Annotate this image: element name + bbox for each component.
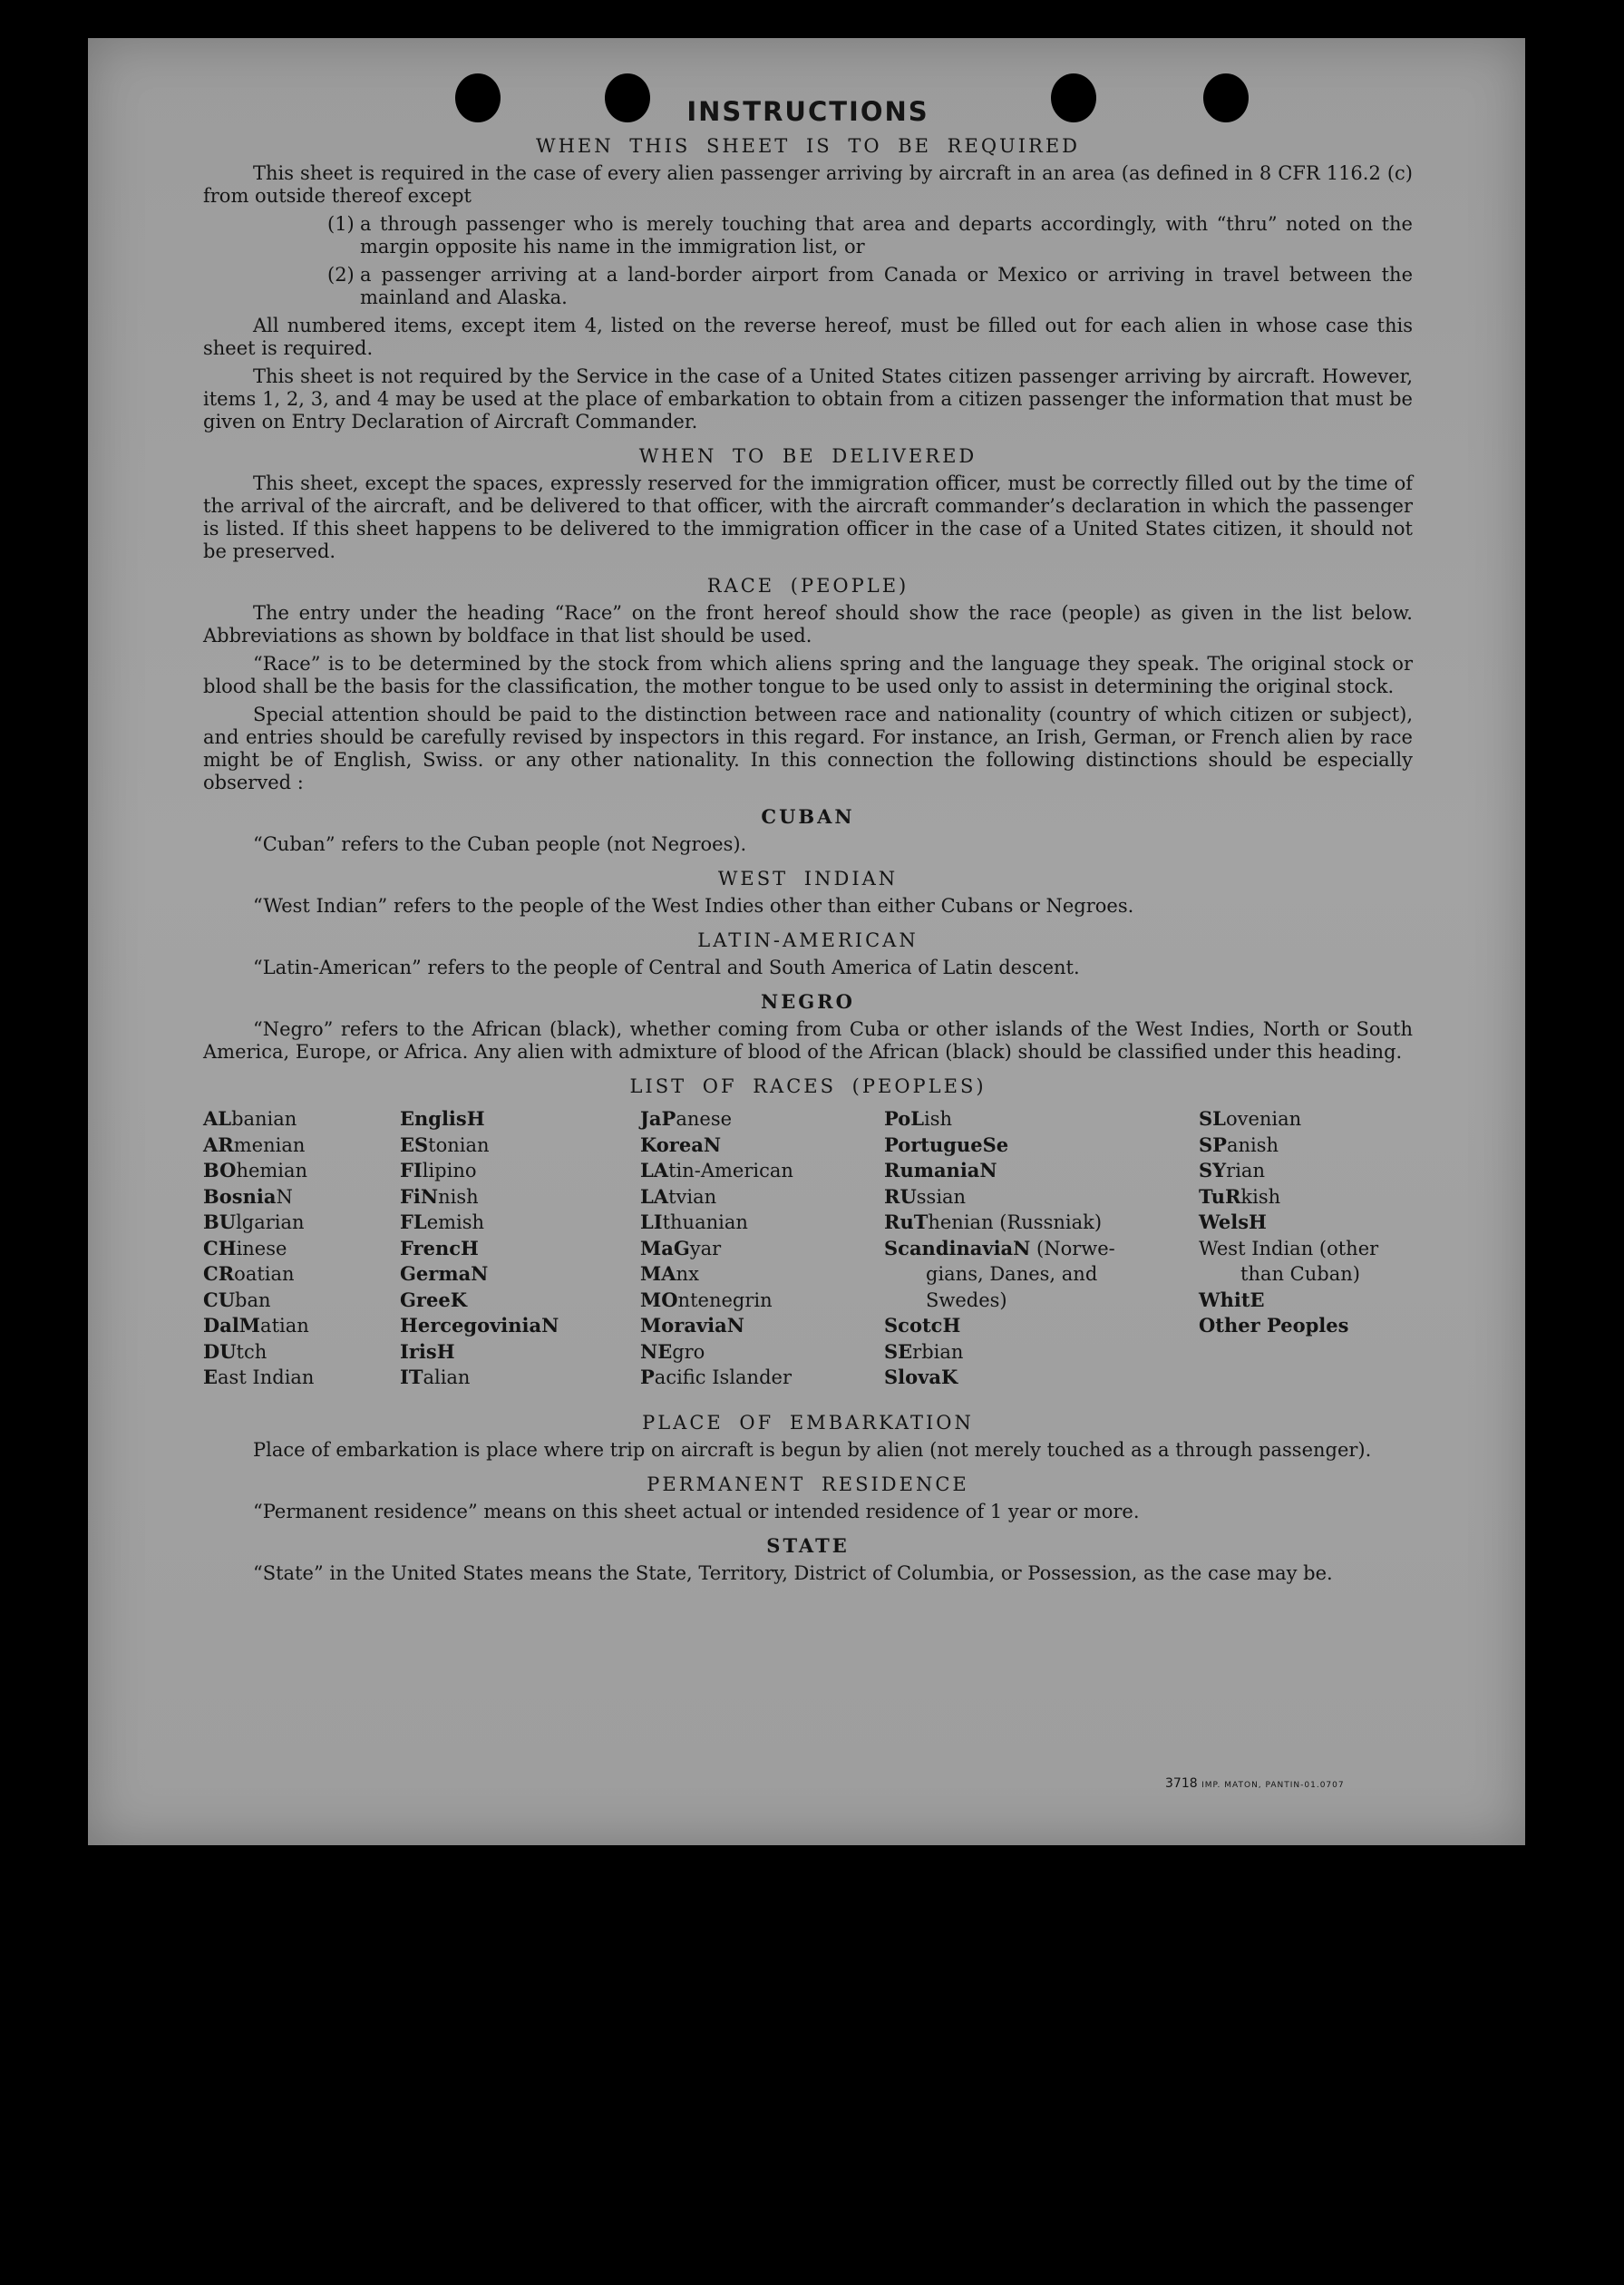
race-entry — [400, 1210, 559, 1236]
race-entry — [640, 1106, 793, 1133]
race-name-rest: acific Islander — [654, 1366, 792, 1388]
race-abbreviation: MaG — [640, 1236, 690, 1259]
race-entry — [400, 1288, 559, 1314]
races-column-2 — [400, 1106, 559, 1391]
race-abbreviation: LA — [640, 1184, 669, 1208]
race-name-rest: henian (Russniak) — [928, 1211, 1103, 1233]
race-abbreviation: CR — [203, 1262, 235, 1285]
race-name-rest: rbian — [912, 1340, 964, 1363]
race-abbreviation: GreeK — [400, 1288, 467, 1311]
paragraph: Special attention should be paid to the distinction between race and nationality (country of which citizen or subject), and entries should be carefully revised by inspectors in this regard. For instance, an Irish, German, or French alien by race might be of English, Swiss. or any other nationality. In this connection the following distinctions should be especially observed : — [203, 704, 1413, 793]
race-name-rest: alian — [423, 1366, 471, 1388]
race-entry — [203, 1158, 314, 1184]
race-entry — [400, 1261, 559, 1288]
race-entry — [640, 1365, 793, 1391]
race-abbreviation: FrencH — [400, 1236, 479, 1259]
race-entry — [884, 1313, 1115, 1339]
race-name-rest: emish — [426, 1211, 485, 1233]
race-abbreviation: JaP — [640, 1107, 676, 1130]
race-abbreviation: ScandinaviaN — [884, 1236, 1031, 1259]
section-heading-delivered: WHEN TO BE DELIVERED — [638, 445, 977, 467]
form-number: 3718 — [1165, 1776, 1198, 1791]
race-entry — [1199, 1106, 1378, 1133]
race-entry — [400, 1313, 559, 1339]
section-heading-cuban: CUBAN — [761, 805, 855, 828]
section-heading-west-indian: WEST INDIAN — [717, 868, 899, 890]
list-item — [203, 264, 1413, 309]
race-abbreviation: ES — [400, 1133, 429, 1156]
race-abbreviation: IT — [400, 1366, 423, 1388]
section-heading-embarkation: PLACE OF EMBARKATION — [642, 1412, 974, 1434]
race-name-rest: tin-American — [668, 1160, 793, 1181]
race-abbreviation: AL — [203, 1107, 232, 1130]
race-name-rest: gro — [672, 1340, 705, 1363]
item-number: (1) — [327, 213, 355, 235]
race-abbreviation: PoL — [884, 1107, 924, 1130]
section-heading-required: WHEN THIS SHEET IS TO BE REQUIRED — [535, 135, 1081, 157]
race-entry — [884, 1288, 1115, 1314]
paragraph: “Cuban” refers to the Cuban people (not Negroes). — [253, 833, 747, 855]
race-entry — [884, 1158, 1115, 1184]
race-abbreviation: FiN — [400, 1184, 439, 1208]
race-entry — [1199, 1184, 1378, 1211]
race-entry — [400, 1184, 559, 1211]
race-abbreviation: DalM — [203, 1314, 261, 1337]
race-name-rest: ish — [924, 1108, 953, 1130]
race-entry — [640, 1261, 793, 1288]
race-name-rest: ast Indian — [218, 1366, 315, 1388]
race-abbreviation: AR — [203, 1133, 234, 1156]
race-abbreviation: PortugueSe — [884, 1133, 1009, 1156]
race-entry — [640, 1184, 793, 1211]
race-abbreviation: RU — [884, 1184, 917, 1208]
race-abbreviation: Other Peoples — [1199, 1314, 1349, 1337]
race-name-rest: ssian — [916, 1185, 967, 1208]
document-content — [203, 94, 1413, 1590]
races-column-3 — [640, 1106, 793, 1391]
race-abbreviation: RuT — [884, 1211, 929, 1233]
race-abbreviation: ScotcH — [884, 1314, 961, 1337]
race-name-rest: ntenegrin — [677, 1288, 773, 1311]
race-abbreviation: NE — [640, 1339, 673, 1363]
section-heading-negro: NEGRO — [761, 990, 855, 1013]
race-abbreviation: SY — [1199, 1159, 1227, 1181]
race-abbreviation: EnglisH — [400, 1107, 485, 1130]
race-abbreviation: MoraviaN — [640, 1314, 744, 1337]
paragraph: “Race” is to be determined by the stock from which aliens spring and the language they speak. The original stock or blood shall be the basis for the classification, the mother tongue to be used only to assist in determining the original stock. — [203, 653, 1413, 697]
document-title: INSTRUCTIONS — [686, 96, 929, 127]
race-entry — [203, 1365, 314, 1391]
race-entry — [640, 1236, 793, 1262]
race-entry — [884, 1210, 1115, 1236]
race-name-rest: yar — [689, 1237, 722, 1259]
races-column-5 — [1199, 1106, 1378, 1339]
race-name-rest: (Norwe- — [1030, 1237, 1115, 1259]
race-name-rest: West Indian (other — [1199, 1237, 1379, 1259]
race-entry — [400, 1365, 559, 1391]
item-text: a passenger arriving at a land-border airport from Canada or Mexico or arriving in travel between the mainland and Alaska. — [360, 264, 1413, 308]
race-abbreviation: HercegoviniaN — [400, 1314, 559, 1337]
paragraph: This sheet, except the spaces, expressly reserved for the immigration officer, must be correctly filled out by the time of the arrival of the aircraft, and be delivered to that officer, with the aircraft commander’s declaration in which the passenger is listed. If this sheet happens to be delivered to the immigration officer in the case of a United States citizen, it should not be preserved. — [203, 472, 1413, 562]
paragraph: This sheet is not required by the Service in the case of a United States citizen passenger arriving by aircraft. However, items 1, 2, 3, and 4 may be used at the place of embarkation to obtain from a citizen passenger the information that must be given on Entry Declaration of Aircraft Commander. — [203, 365, 1413, 433]
race-entry — [203, 1133, 314, 1159]
race-entry — [884, 1184, 1115, 1211]
race-abbreviation: GermaN — [400, 1262, 489, 1285]
race-entry — [203, 1236, 314, 1262]
race-name-rest: rian — [1226, 1160, 1265, 1181]
race-entry — [884, 1261, 1115, 1288]
race-entry — [640, 1288, 793, 1314]
race-entry — [400, 1158, 559, 1184]
race-abbreviation: DU — [203, 1339, 237, 1363]
race-abbreviation: SL — [1199, 1107, 1226, 1130]
paragraph: “Latin-American” refers to the people of Central and South America of Latin descent. — [253, 957, 1080, 978]
race-name-rest: ban — [235, 1288, 271, 1311]
race-abbreviation: FL — [400, 1211, 427, 1233]
race-abbreviation: CH — [203, 1236, 237, 1259]
race-name-rest: banian — [231, 1108, 297, 1130]
race-entry — [1199, 1288, 1378, 1314]
race-name-rest: ovenian — [1225, 1108, 1302, 1130]
section-heading-list-of-races: LIST OF RACES (PEOPLES) — [629, 1075, 987, 1097]
race-entry — [1199, 1133, 1378, 1159]
paragraph: This sheet is required in the case of every alien passenger arriving by aircraft in an area (as defined in 8 CFR 116.2 (c) from outside thereof except — [203, 162, 1413, 207]
race-abbreviation: BO — [203, 1159, 237, 1181]
race-abbreviation: MO — [640, 1288, 678, 1311]
paragraph: Place of embarkation is place where trip on aircraft is begun by alien (not merely touched as a through passenger). — [253, 1439, 1372, 1461]
section-heading-state: STATE — [766, 1534, 850, 1557]
race-entry — [884, 1106, 1115, 1133]
race-entry — [640, 1313, 793, 1339]
section-heading-residence: PERMANENT RESIDENCE — [647, 1473, 969, 1495]
form-footer — [1165, 1776, 1345, 1791]
section-heading-race: RACE (PEOPLE) — [706, 575, 909, 597]
race-entry — [640, 1158, 793, 1184]
race-name-rest: nx — [676, 1263, 699, 1285]
race-name-rest: oatian — [234, 1263, 295, 1285]
race-abbreviation: P — [640, 1366, 655, 1388]
race-entry — [1199, 1261, 1378, 1288]
race-entry — [884, 1365, 1115, 1391]
race-entry — [203, 1261, 314, 1288]
item-number: (2) — [327, 264, 355, 286]
race-name-rest: anese — [676, 1108, 733, 1130]
race-entry — [400, 1133, 559, 1159]
race-entry — [400, 1236, 559, 1262]
race-name-rest: gians, Danes, and — [926, 1263, 1098, 1285]
race-entry — [640, 1339, 793, 1366]
race-entry — [1199, 1158, 1378, 1184]
paragraph: “Negro” refers to the African (black), whether coming from Cuba or other islands of the West Indies, North or South America, Europe, or Africa. Any alien with admixture of blood of the African (black) should be classified under this heading. — [203, 1018, 1413, 1063]
race-name-rest: anish — [1226, 1133, 1279, 1156]
race-abbreviation: FI — [400, 1159, 423, 1181]
race-abbreviation: MA — [640, 1262, 676, 1285]
race-entry — [1199, 1236, 1378, 1262]
race-name-rest: thuanian — [662, 1211, 748, 1233]
race-abbreviation: LI — [640, 1211, 663, 1233]
race-entry — [640, 1133, 793, 1159]
race-entry — [400, 1339, 559, 1366]
race-abbreviation: IrisH — [400, 1339, 455, 1363]
race-entry — [400, 1106, 559, 1133]
race-abbreviation: TuR — [1199, 1184, 1241, 1208]
race-entry — [640, 1210, 793, 1236]
race-name-rest: tvian — [668, 1185, 717, 1208]
race-entry — [884, 1133, 1115, 1159]
race-name-rest: inese — [236, 1237, 287, 1259]
race-abbreviation: KoreaN — [640, 1133, 722, 1156]
paragraph: “State” in the United States means the State, Territory, District of Columbia, or Possession, as the case may be. — [253, 1562, 1333, 1584]
race-abbreviation: CU — [203, 1288, 236, 1311]
paragraph: “Permanent residence” means on this sheet actual or intended residence of 1 year or more. — [253, 1501, 1140, 1522]
races-column-1 — [203, 1106, 314, 1391]
race-abbreviation: E — [203, 1366, 219, 1388]
race-name-rest: Swedes) — [926, 1288, 1007, 1311]
race-abbreviation: Bosnia — [203, 1184, 277, 1208]
race-name-rest: hemian — [236, 1160, 308, 1181]
list-item — [203, 213, 1413, 258]
races-column-4 — [884, 1106, 1115, 1391]
race-name-rest: lipino — [422, 1160, 477, 1181]
race-name-rest: lgarian — [236, 1211, 305, 1233]
race-name-rest: nish — [438, 1185, 479, 1208]
race-entry — [1199, 1313, 1378, 1339]
race-entry — [203, 1210, 314, 1236]
races-list — [203, 1106, 1413, 1405]
paragraph: All numbered items, except item 4, listed on the reverse hereof, must be filled out for each alien in whose case this sheet is required. — [203, 315, 1413, 359]
race-abbreviation: SP — [1199, 1133, 1227, 1156]
race-name-rest: N — [276, 1185, 293, 1208]
race-entry — [1199, 1210, 1378, 1236]
section-heading-latin-american: LATIN-AMERICAN — [697, 929, 919, 951]
item-text: a through passenger who is merely touching that area and departs accordingly, with “thru” noted on the margin opposite his name in the immigration list, or — [360, 213, 1413, 258]
race-entry — [203, 1339, 314, 1366]
race-name-rest: than Cuban) — [1240, 1263, 1360, 1285]
race-abbreviation: LA — [640, 1159, 669, 1181]
paragraph: The entry under the heading “Race” on the front hereof should show the race (people) as given in the list below. Abbreviations as shown by boldface in that list should be used. — [203, 602, 1413, 647]
race-name-rest: atian — [260, 1315, 309, 1337]
race-name-rest: menian — [233, 1133, 306, 1156]
race-name-rest: tonian — [428, 1133, 490, 1156]
race-abbreviation: WelsH — [1199, 1211, 1267, 1233]
race-entry — [203, 1106, 314, 1133]
race-abbreviation: WhitE — [1199, 1288, 1265, 1311]
race-abbreviation: SE — [884, 1339, 913, 1363]
race-abbreviation: RumaniaN — [884, 1159, 997, 1181]
printer-mark: IMP. MATON, PANTIN-01.0707 — [1201, 1781, 1345, 1790]
race-entry — [884, 1236, 1115, 1262]
race-entry — [884, 1339, 1115, 1366]
race-abbreviation: SlovaK — [884, 1366, 958, 1388]
race-entry — [203, 1184, 314, 1211]
race-name-rest: tch — [236, 1340, 267, 1363]
race-entry — [203, 1288, 314, 1314]
document-sheet — [88, 38, 1525, 1845]
paragraph: “West Indian” refers to the people of the West Indies other than either Cubans or Negroes. — [253, 895, 1134, 917]
race-abbreviation: BU — [203, 1211, 237, 1233]
race-name-rest: kish — [1240, 1185, 1281, 1208]
race-entry — [203, 1313, 314, 1339]
